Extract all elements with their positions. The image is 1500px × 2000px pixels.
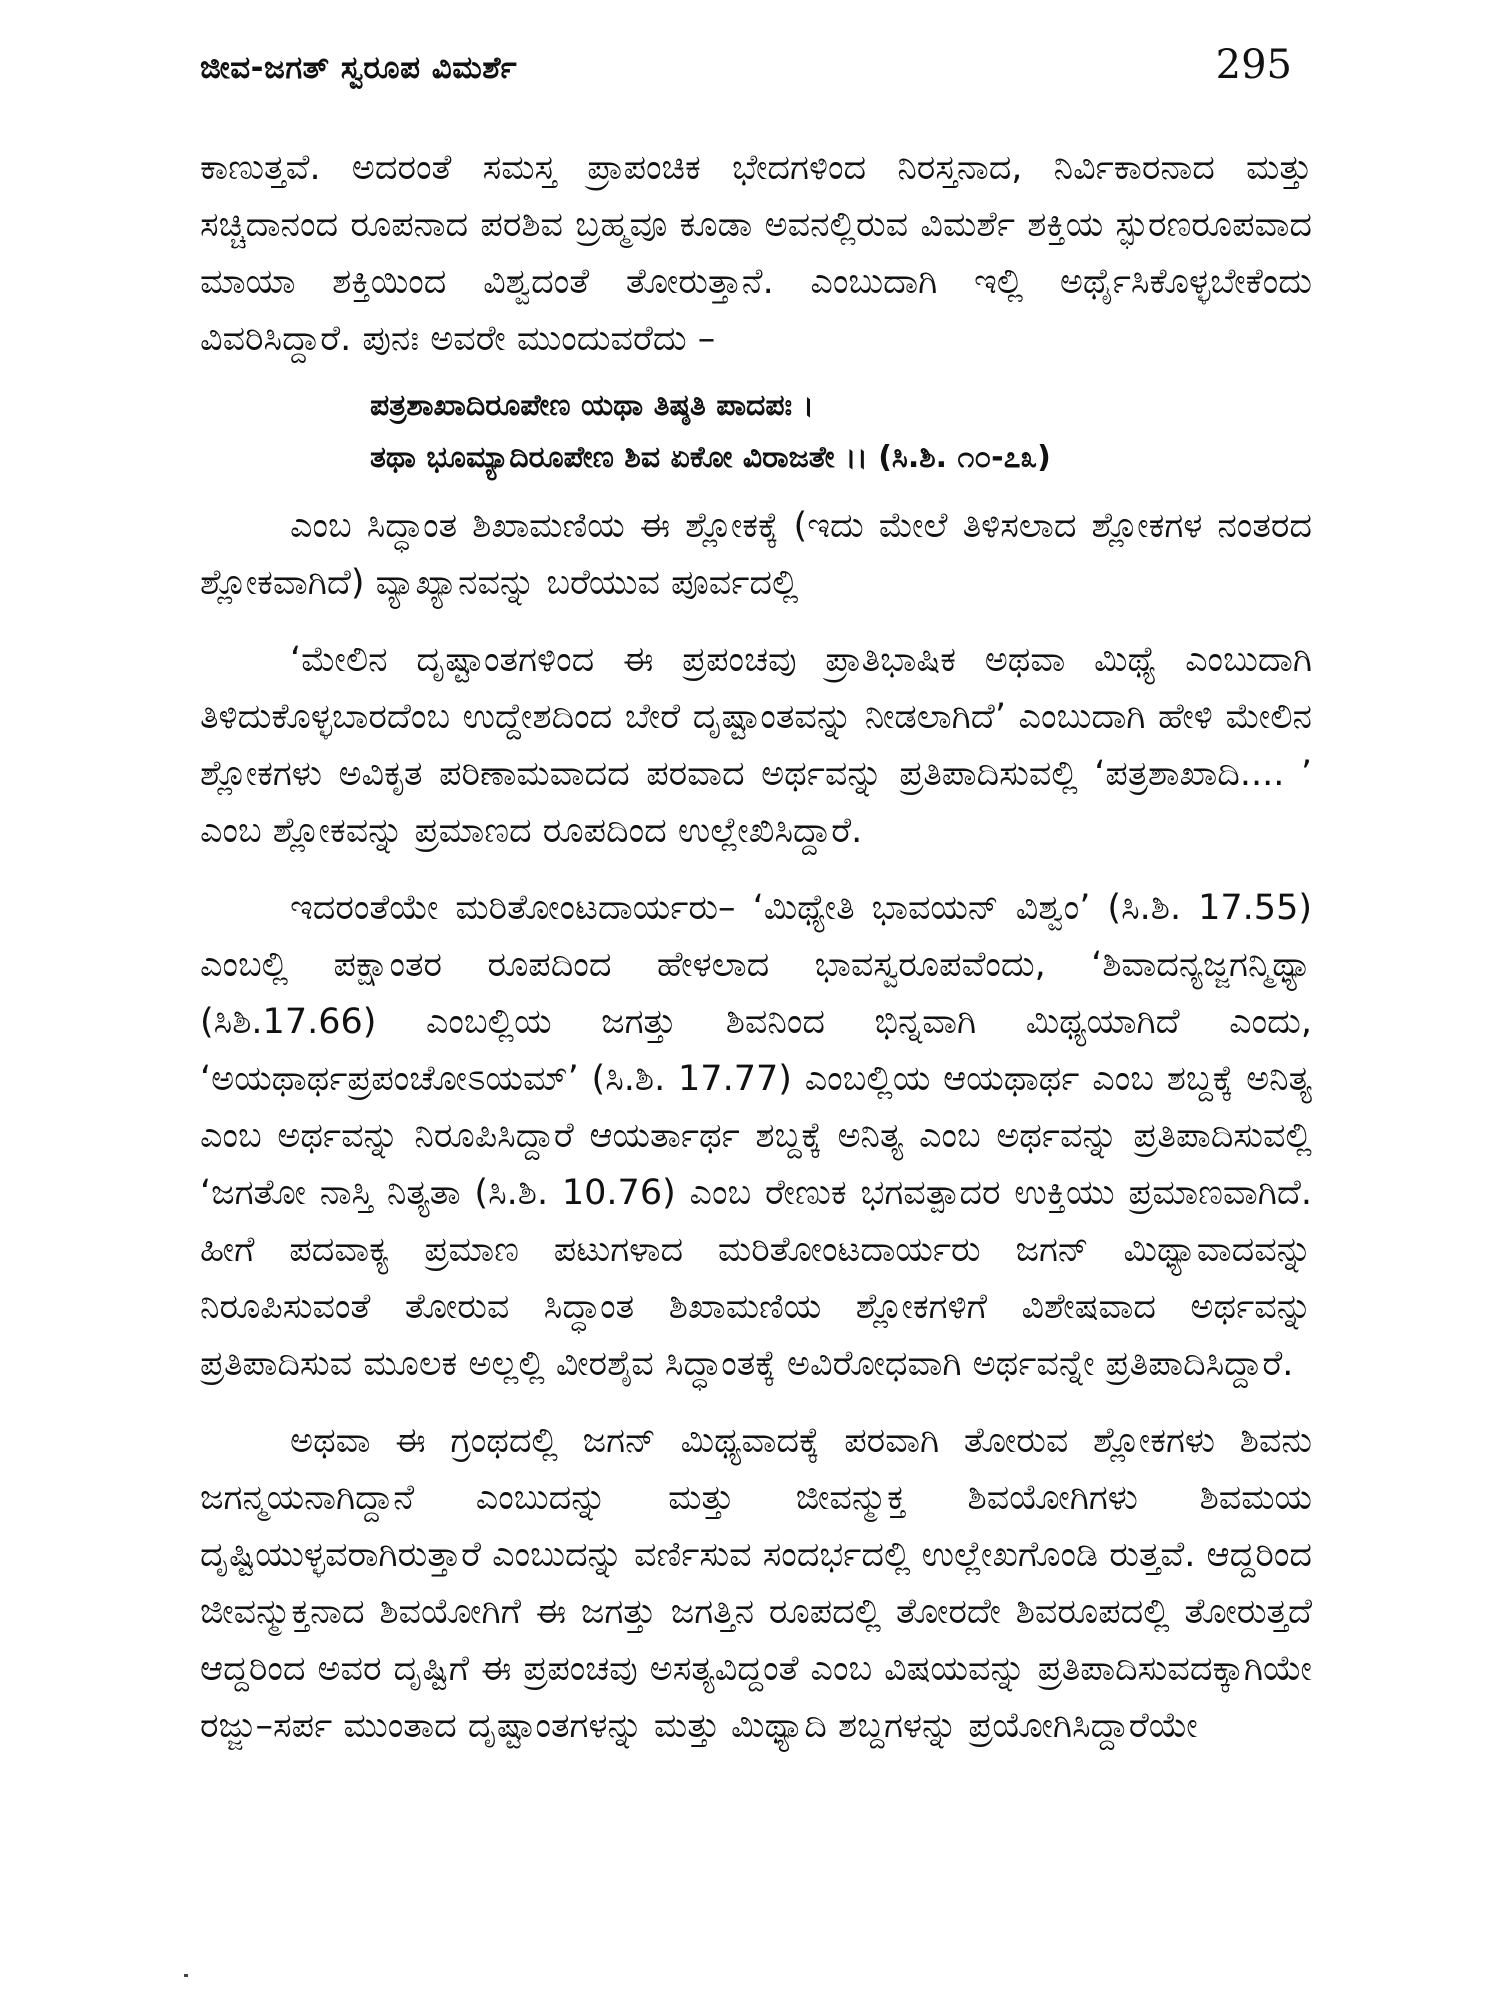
paragraph-2: ಎಂಬ ಸಿದ್ಧಾಂತ ಶಿಖಾಮಣಿಯ ಈ ಶ್ಲೋಕಕ್ಕೆ (ಇದು ಮೇಲೆ ತಿಳಿಸಲಾದ ಶ್ಲೋಕಗಳ ನಂತರದ ಶ್ಲೋಕವಾಗಿದೆ) ವ್ಯಾಖ್ಯಾನವನ್ನು ಬರೆಯುವ ಪೂರ್ವದಲ್ಲಿ	[200, 506, 1312, 603]
running-title: ಜೀವ-ಜಗತ್ ಸ್ವರೂಪ ವಿಮರ್ಶೆ	[200, 50, 518, 86]
print-speck	[184, 1974, 188, 1977]
body-text	[200, 140, 1312, 1755]
page-number: 295	[1215, 42, 1292, 88]
paragraph-5: ಅಥವಾ ಈ ಗ್ರಂಥದಲ್ಲಿ ಜಗನ್ ಮಿಥ್ಯವಾದಕ್ಕೆ ಪರವಾಗಿ ತೋರುವ ಶ್ಲೋಕಗಳು ಶಿವನು ಜಗನ್ಮಯನಾಗಿದ್ದಾನೆ ಎಂಬುದನ್ನು ಮತ್ತು ಜೀವನ್ಮುಕ್ತ ಶಿವಯೋಗಿಗಳು ಶಿವಮಯ ದೃಷ್ಟಿಯುಳ್ಳವರಾಗಿರುತ್ತಾರೆ ಎಂಬುದನ್ನು ವರ್ಣಿಸುವ ಸಂದರ್ಭದಲ್ಲಿ ಉಲ್ಲೇಖಗೊಂಡಿ ರುತ್ತವೆ. ಆದ್ದರಿಂದ ಜೀವನ್ಮುಕ್ತನಾದ ಶಿವಯೋಗಿಗೆ ಈ ಜಗತ್ತು ಜಗತ್ತಿನ ರೂಪದಲ್ಲಿ ತೋರದೇ ಶಿವರೂಪದಲ್ಲಿ ತೋರುತ್ತದೆ ಆದ್ದರಿಂದ ಅವರ ದೃಷ್ಟಿಗೆ ಈ ಪ್ರಪಂಚವು ಅಸತ್ಯವಿದ್ದಂತೆ ಎಂಬ ವಿಷಯವನ್ನು ಪ್ರತಿಪಾದಿಸುವದಕ್ಕಾಗಿಯೇ ರಜ್ಜು–ಸರ್ಪ ಮುಂತಾದ ದೃಷ್ಟಾಂತಗಳನ್ನು ಮತ್ತು ಮಿಥ್ಯಾದಿ ಶಬ್ದಗಳನ್ನು ಪ್ರಯೋಗಿಸಿದ್ದಾರೆಯೇ	[200, 1421, 1312, 1746]
paragraph-3: ‘ಮೇಲಿನ ದೃಷ್ಟಾಂತಗಳಿಂದ ಈ ಪ್ರಪಂಚವು ಪ್ರಾತಿಭಾಷಿಕ ಅಥವಾ ಮಿಥ್ಯೆ ಎಂಬುದಾಗಿ ತಿಳಿದುಕೊಳ್ಳಬಾರದೆಂಬ ಉದ್ದೇಶದಿಂದ ಬೇರೆ ದೃಷ್ಟಾಂತವನ್ನು ನೀಡಲಾಗಿದೆ’ ಎಂಬುದಾಗಿ ಹೇಳಿ ಮೇಲಿನ ಶ್ಲೋಕಗಳು ಅವಿಕೃತ ಪರಿಣಾಮವಾದದ ಪರವಾದ ಅರ್ಥವನ್ನು ಪ್ರತಿಪಾದಿಸುವಲ್ಲಿ ‘ಪತ್ರಶಾಖಾದಿ.... ’ ಎಂಬ ಶ್ಲೋಕವನ್ನು ಪ್ರಮಾಣದ ರೂಪದಿಂದ ಉಲ್ಲೇಖಿಸಿದ್ದಾರೆ.	[200, 640, 1312, 851]
sanskrit-verse	[370, 380, 1312, 484]
verse-line-2: ತಥಾ ಭೂಮ್ಯಾದಿರೂಪೇಣ ಶಿವ ಏಕೋ ವಿರಾಜತೇ ।। (ಸಿ.ಶಿ. ೧೦-೭೩)	[370, 440, 1051, 475]
paragraph-4: ಇದರಂತೆಯೇ ಮರಿತೋಂಟದಾರ್ಯರು– ‘ಮಿಥ್ಯೇತಿ ಭಾವಯನ್ ವಿಶ್ವಂ’ (ಸಿ.ಶಿ. 17.55) ಎಂಬಲ್ಲಿ ಪಕ್ಷಾಂತರ ರೂಪದಿಂದ ಹೇಳಲಾದ ಭಾವಸ್ವರೂಪವೆಂದು, ‘ಶಿವಾದನ್ಯಜ್ಜಗನ್ಮಿಥ್ಯಾ (ಸಿಶಿ.17.66) ಎಂಬಲ್ಲಿಯ ಜಗತ್ತು ಶಿವನಿಂದ ಭಿನ್ನವಾಗಿ ಮಿಥ್ಯಯಾಗಿದೆ ಎಂದು, ‘ಅಯಥಾರ್ಥಪ್ರಪಂಚೋಽಯಮ್’ (ಸಿ.ಶಿ. 17.77) ಎಂಬಲ್ಲಿಯ ಆಯಥಾರ್ಥ ಎಂಬ ಶಬ್ದಕ್ಕೆ ಅನಿತ್ಯ ಎಂಬ ಅರ್ಥವನ್ನು ನಿರೂಪಿಸಿದ್ದಾರೆ ಆಯರ್ತಾರ್ಥ ಶಬ್ದಕ್ಕೆ ಅನಿತ್ಯ ಎಂಬ ಅರ್ಥವನ್ನು ಪ್ರತಿಪಾದಿಸುವಲ್ಲಿ ‘ಜಗತೋ ನಾಸ್ತಿ ನಿತ್ಯತಾ (ಸಿ.ಶಿ. 10.76) ಎಂಬ ರೇಣುಕ ಭಗವತ್ಪಾದರ ಉಕ್ತಿಯು ಪ್ರಮಾಣವಾಗಿದೆ. ಹೀಗೆ ಪದವಾಕ್ಯ ಪ್ರಮಾಣ ಪಟುಗಳಾದ ಮರಿತೋಂಟದಾರ್ಯರು ಜಗನ್ ಮಿಥ್ಯಾವಾದವನ್ನು ನಿರೂಪಿಸುವಂತೆ ತೋರುವ ಸಿದ್ಧಾಂತ ಶಿಖಾಮಣಿಯ ಶ್ಲೋಕಗಳಿಗೆ ವಿಶೇಷವಾದ ಅರ್ಥವನ್ನು ಪ್ರತಿಪಾದಿಸುವ ಮೂಲಕ ಅಲ್ಲಲ್ಲಿ ವೀರಶೈವ ಸಿದ್ಧಾಂತಕ್ಕೆ ಅವಿರೋಧವಾಗಿ ಅರ್ಥವನ್ನೇ ಪ್ರತಿಪಾದಿಸಿದ್ದಾರೆ.	[200, 888, 1312, 1384]
paragraph-1: ಕಾಣುತ್ತವೆ. ಅದರಂತೆ ಸಮಸ್ತ ಪ್ರಾಪಂಚಿಕ ಭೇದಗಳಿಂದ ನಿರಸ್ತನಾದ, ನಿರ್ವಿಕಾರನಾದ ಮತ್ತು ಸಚ್ಚಿದಾನಂದ ರೂಪನಾದ ಪರಶಿವ ಬ್ರಹ್ಮವೂ ಕೂಡಾ ಅವನಲ್ಲಿರುವ ವಿಮರ್ಶೆ ಶಕ್ತಿಯ ಸ್ಫುರಣರೂಪವಾದ ಮಾಯಾ ಶಕ್ತಿಯಿಂದ ವಿಶ್ವದಂತೆ ತೋರುತ್ತಾನೆ. ಎಂಬುದಾಗಿ ಇಲ್ಲಿ ಅರ್ಥೈಸಿಕೊಳ್ಳಬೇಕೆಂದು ವಿವರಿಸಿದ್ದಾರೆ. ಪುನಃ ಅವರೇ ಮುಂದುವರೆದು –	[200, 148, 1312, 359]
verse-line-1: ಪತ್ರಶಾಖಾದಿರೂಪೇಣ ಯಥಾ ತಿಷ್ಠತಿ ಪಾದಪಃ ।	[370, 388, 814, 423]
